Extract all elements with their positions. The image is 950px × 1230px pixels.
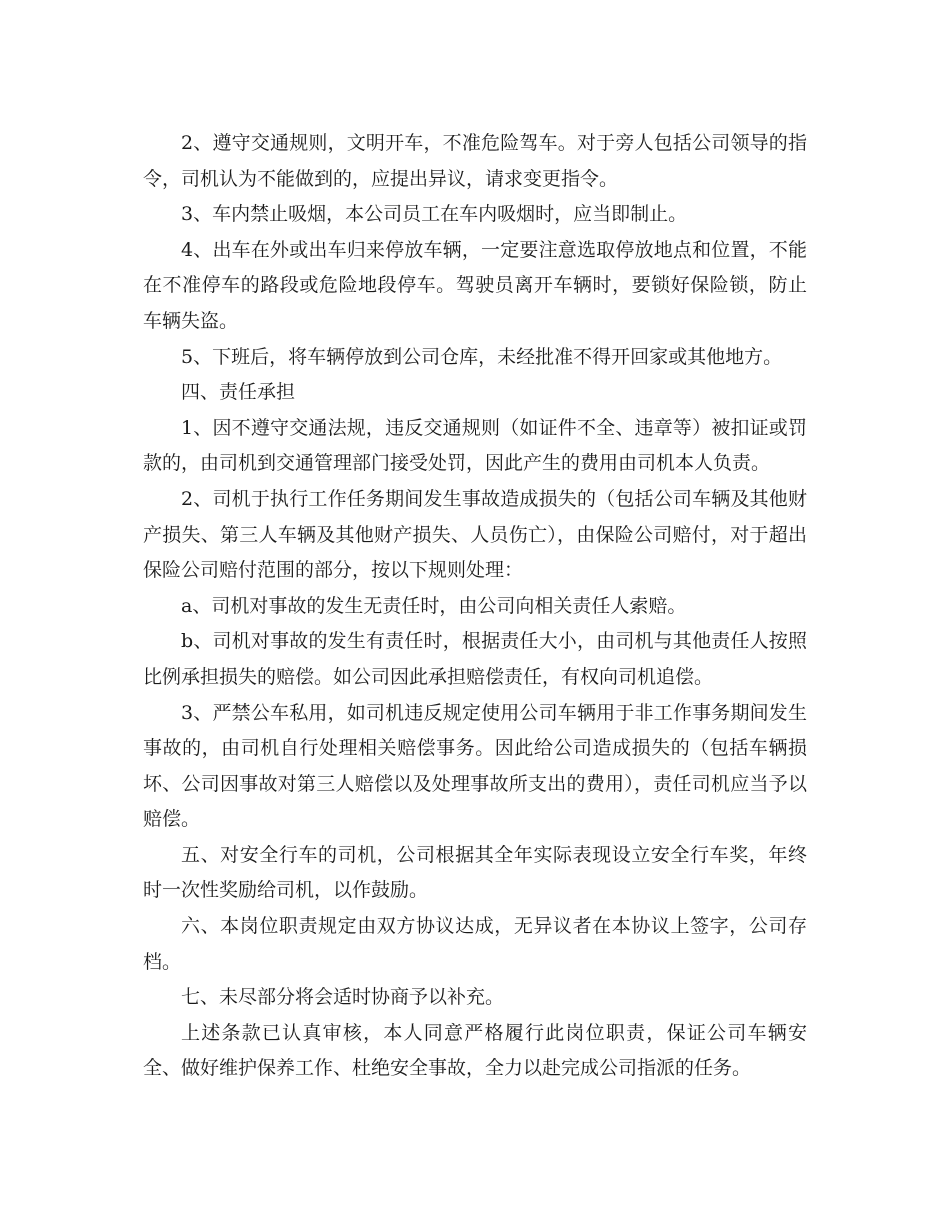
section-heading-responsibility: 四、责任承担: [181, 381, 296, 404]
paragraph-accident-loss: 2、司机于执行工作任务期间发生事故造成损失的（包括公司车辆及其他财产损失、第三人车辆及其他财产损失、人员伤亡），由保险公司赔付，对于超出保险公司赔付范围的部分，按以下规则处理：: [143, 487, 807, 582]
paragraph-commitment: 上述条款已认真审核，本人同意严格履行此岗位职责，保证公司车辆安全、做好维护保养工作、杜绝安全事故，全力以赴完成公司指派的任务。: [143, 1021, 807, 1080]
document-page: [143, 126, 807, 1087]
paragraph-traffic-violation: 1、因不遵守交通法规，违反交通规则（如证件不全、违章等）被扣证或罚款的，由司机到交通管理部门接受处罚，因此产生的费用由司机本人负责。: [143, 416, 807, 475]
paragraph-at-fault: b、司机对事故的发生有责任时，根据责任大小，由司机与其他责任人按照比例承担损失的赔偿。如公司因此承担赔偿责任，有权向司机追偿。: [143, 630, 807, 688]
paragraph-no-fault: a、司机对事故的发生无责任时，由公司向相关责任人索赔。: [181, 594, 687, 617]
paragraph-parking: 4、出车在外或出车归来停放车辆，一定要注意选取停放地点和位置，不能在不准停车的路段或危险地段停车。驾驶员离开车辆时，要锁好保险锁，防止车辆失盗。: [143, 238, 807, 332]
paragraph-no-smoking: 3、车内禁止吸烟，本公司员工在车内吸烟时，应当即制止。: [181, 203, 688, 226]
section-safe-driving-award: 五、对安全行车的司机，公司根据其全年实际表现设立安全行车奖，年终时一次性奖励给司机，以作鼓励。: [143, 843, 807, 902]
section-supplement: 七、未尽部分将会适时协商予以补充。: [181, 986, 505, 1009]
paragraph-traffic-rules: 2、遵守交通规则，文明开车，不准危险驾车。对于旁人包括公司领导的指令，司机认为不能做到的，应提出异议，请求变更指令。: [143, 132, 807, 190]
paragraph-after-work: 5、下班后，将车辆停放到公司仓库，未经批准不得开回家或其他地方。: [181, 345, 783, 368]
section-agreement: 六、本岗位职责规定由双方协议达成，无异议者在本协议上签字，公司存档。: [143, 915, 807, 973]
paragraph-private-use: 3、严禁公车私用，如司机违反规定使用公司车辆用于非工作事务期间发生事故的，由司机自行处理相关赔偿事务。因此给公司造成损失的（包括车辆损坏、公司因事故对第三人赔偿以及处理事故所支出的费用），责任司机应当予以赔偿。: [143, 701, 807, 831]
